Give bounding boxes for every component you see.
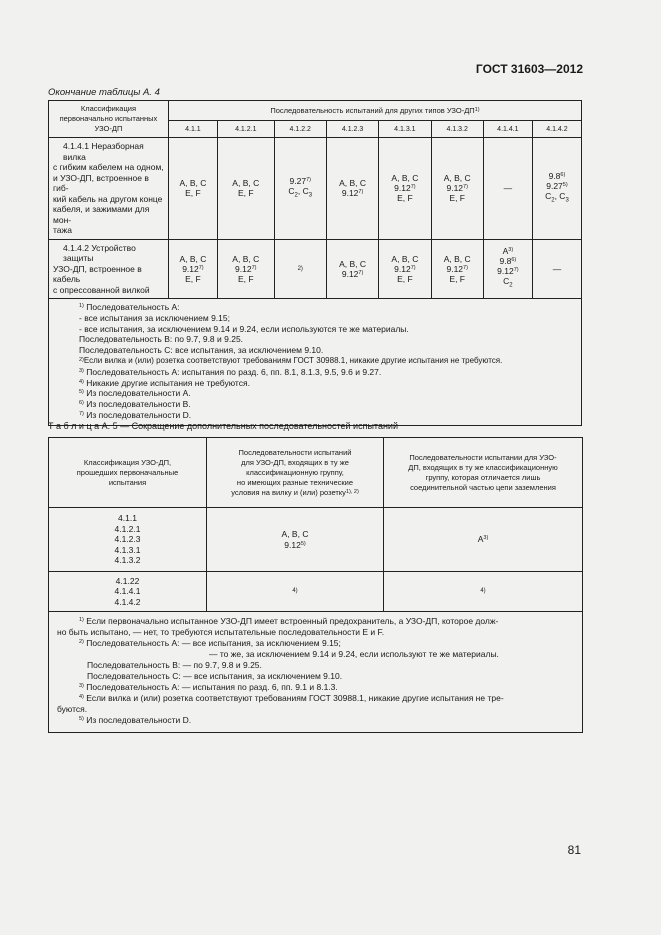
group-header: Последовательность испытаний для других типов УЗО-ДП$^{1)}$ (168, 101, 581, 121)
footnote: $^{2)}$ Последовательность A: — все испытания, за исключением 9.15; (79, 638, 341, 648)
cell: A, B, C 9.12$^{7)}$ E, F (379, 138, 431, 240)
table-row (49, 572, 583, 612)
footnote: $^{5)}$ Из последовательности D. (79, 715, 192, 725)
cell: — (532, 239, 581, 299)
footnote: Последовательность B: по 9.7, 9.8 и 9.25. (79, 334, 244, 345)
t5-header-earthing: Последовательности испытании для УЗО- ДП, входящих в ту же классификационную группу, которая отличается лишь соединительной частью цепи заземления (384, 438, 583, 508)
sub-header: 4.1.3.2 (431, 121, 483, 138)
footnote: Последовательность C: — все испытания, за исключением 9.10. (87, 671, 343, 681)
footnote: Последовательность B: — по 9.7, 9.8 и 9.25. (87, 660, 262, 670)
cell: A, B, C 9.12$^{7)}$ E, F (379, 239, 431, 299)
footnote: - все испытания за исключением 9.15; (79, 312, 230, 323)
sub-header: 4.1.2.3 (326, 121, 378, 138)
row-label: 4.1.4.2 Устройство защиты УЗО-ДП, встроенное в кабель с опрессованной вилкой (49, 239, 169, 299)
table-a5-notes (49, 612, 583, 733)
sub-header: 4.1.3.1 (379, 121, 431, 138)
cell: A, B, C E, F (217, 138, 274, 240)
table-a4-caption: Окончание таблицы А. 4 (48, 87, 160, 98)
footnote: $^{3)}$ Последовательность A: испытания по разд. 6, пп. 8.1, 8.1.3, 9.5, 9.6 и 9.27. (79, 366, 382, 377)
t5-header-classification: Классификация УЗО-ДП, прошедших первоначальные испытания (49, 438, 207, 508)
footnote: буются. (57, 704, 88, 714)
sub-header: 4.1.4.1 (483, 121, 532, 138)
cell: 4) (384, 572, 583, 612)
t5-codes: 4.1.22 4.1.4.1 4.1.4.2 (49, 572, 207, 612)
sub-header: 4.1.2.1 (217, 121, 274, 138)
cell: $A^{3)}$ 9.8$^{6)}$ 9.12$^{7)}$ $C_2$ (483, 239, 532, 299)
cell: — (483, 138, 532, 240)
sub-header: 4.1.2.2 (274, 121, 326, 138)
cell: A, B, C 9.12$^{7)}$ E, F (217, 239, 274, 299)
table-a4 (48, 100, 582, 426)
sub-header: 4.1.1 (168, 121, 217, 138)
footnote: $^{1)}$ Последовательность A: (79, 302, 180, 312)
footnote: $^{3)}$ Последовательность A: — испытания по разд. 6, пп. 9.1 и 8.1.3. (79, 682, 338, 692)
cell: A, B, C E, F (168, 138, 217, 240)
footnote: $^{1)}$ Если первоначально испытанное УЗО-ДП имеет встроенный предохранитель, а УЗО-ДП, которое долж- (79, 616, 499, 626)
row-label: 4.1.4.1 Неразборная вилка с гибким кабелем на одном, и УЗО-ДП, встроенное в гиб- кий кабель на другом конце кабеля, и зажимами для мон- тажа (49, 138, 169, 240)
cell: A, B, C 9.12$^{7)}$ E, F (431, 239, 483, 299)
page-number: 81 (567, 843, 581, 857)
footnote: $^{4)}$ Если вилка и (или) розетка соответствуют требованиям ГОСТ 30988.1, никакие другие испытания не тре- (79, 693, 504, 703)
cell: 9.8$^{6)}$ 9.27$^{5)}$ $C_2$, $C_3$ (532, 138, 581, 240)
table-a5 (48, 437, 583, 733)
cell: A, B, C 9.12$^{7)}$ E, F (168, 239, 217, 299)
table-a5-caption: Т а б л и ц а А. 5 — Сокращение дополнительных последовательностей испытаний (48, 421, 398, 431)
cell: 9.27$^{7)}$ $C_2$, $C_3$ (274, 138, 326, 240)
footnote: $^{5)}$ Из последовательности A. (79, 388, 191, 399)
standard-header: ГОСТ 31603—2012 (475, 62, 583, 76)
footnote: - все испытания, за исключением 9.14 и 9.24, если используются те же материалы. (79, 323, 409, 334)
footnote: $^{7)}$ Из последовательности D. (79, 409, 192, 420)
col-classification-header: Классификация первоначально испытанных УЗО-ДП (49, 101, 169, 138)
footnote: но быть испытано, — нет, то требуются испытательные последовательности E и F. (57, 627, 385, 637)
table-row (49, 508, 583, 572)
cell: $A^{3)}$ (384, 508, 583, 572)
sub-header: 4.1.4.2 (532, 121, 581, 138)
footnote: $^{6)}$ Из последовательности B. (79, 399, 191, 410)
cell: A, B, C 9.12$^{7)}$ (326, 138, 378, 240)
footnote: $^{4)}$ Никакие другие испытания не требуются. (79, 377, 250, 388)
footnote: — то же, за исключением 9.14 и 9.24, если используют те же материалы. (209, 649, 499, 659)
cell: A, B, C 9.12$^{7)}$ E, F (431, 138, 483, 240)
cell: A, B, C 9.12$^{5)}$ (207, 508, 384, 572)
cell: 2) (274, 239, 326, 299)
footnote: Последовательность C: все испытания, за исключением 9.10. (79, 345, 324, 356)
footnote: $^{2)}$Если вилка и (или) розетка соответствуют требованиям ГОСТ 30988.1, никакие другие испытания не требуются. (79, 355, 503, 365)
t5-header-plug-socket: Последовательности испытаний для УЗО-ДП, входящих в ту же классификационную группу, но имеющих разные технические условия на вилку и (или) розетку$^{1), 2)}$ (207, 438, 384, 508)
cell: 4) (207, 572, 384, 612)
cell: A, B, C 9.12$^{7)}$ (326, 239, 378, 299)
t5-codes: 4.1.1 4.1.2.1 4.1.2.3 4.1.3.1 4.1.3.2 (49, 508, 207, 572)
table-row (49, 239, 582, 299)
table-a4-notes (49, 299, 582, 426)
table-row (49, 138, 582, 240)
